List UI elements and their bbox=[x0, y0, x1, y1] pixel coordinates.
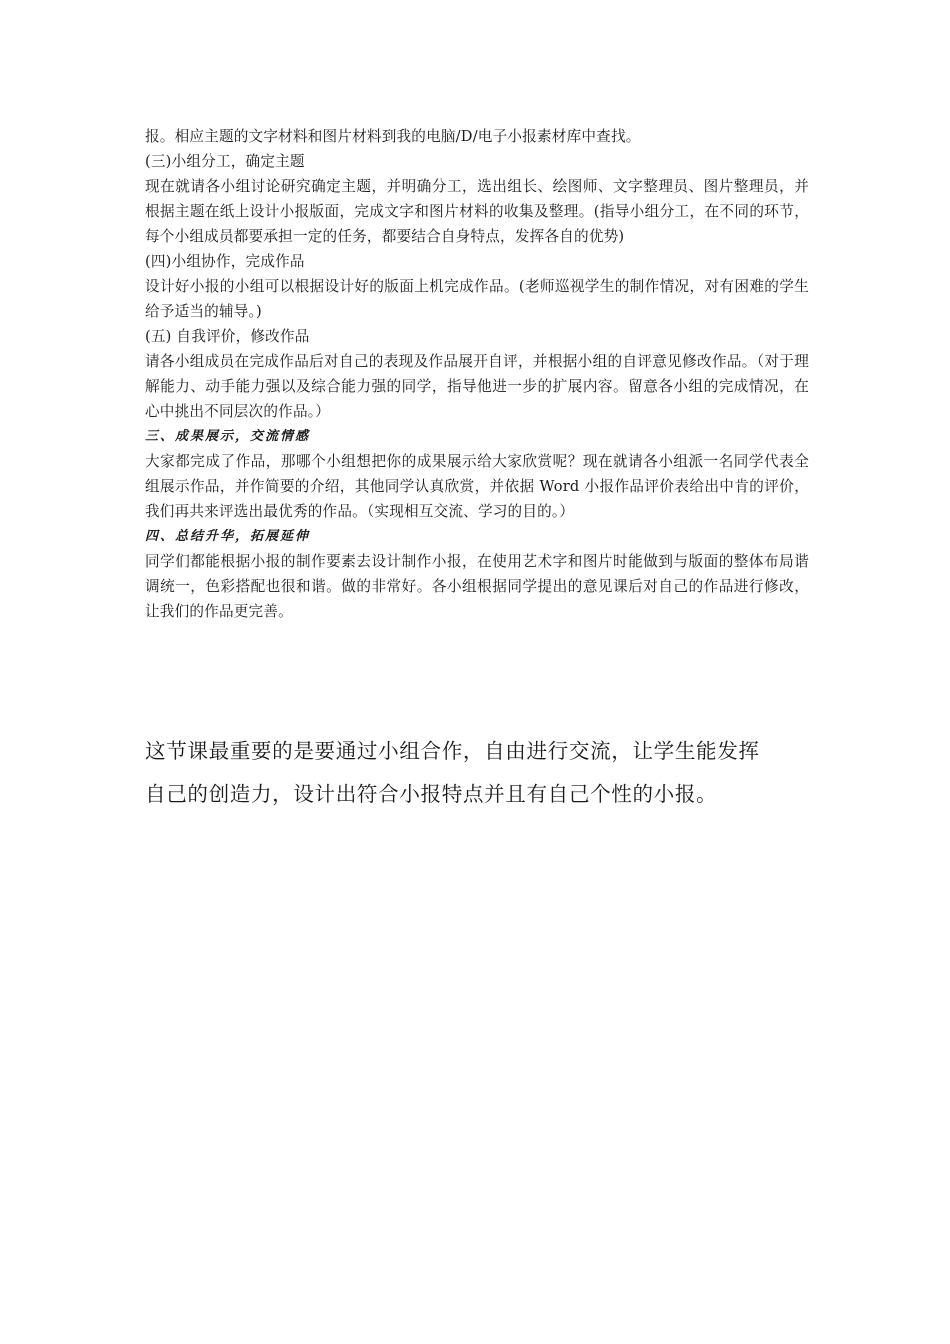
heading-step-3: (三)小组分工，确定主题 bbox=[145, 153, 305, 170]
section-heading-3: 三、成果展示，交流情感 bbox=[145, 429, 311, 444]
heading-step-5: (五) 自我评价，修改作品 bbox=[145, 328, 310, 345]
summary-line-2: 自己的创造力，设计出符合小报特点并且有自己个性的小报。 bbox=[145, 782, 718, 806]
section-heading-4: 四、总结升华，拓展延伸 bbox=[145, 529, 311, 544]
paragraph-summary-feedback: 同学们都能根据小报的制作要素去设计制作小报，在使用艺术字和图片时能做到与版面的整体布局谐调统一，色彩搭配也很和谐。做的非常好。各小组根据同学提出的意见课后对自己的作品进行修改，让我们的作品更完善。 bbox=[145, 553, 809, 620]
paragraph-showcase: 大家都完成了作品，那哪个小组想把你的成果展示给大家欣赏呢？现在就请各小组派一名同学代表全组展示作品，并作简要的介绍，其他同学认真欣赏，并依据 Word 小报作品评价表给出中肯的评价，我们再共来评选出最优秀的作品。（实现相互交流、学习的目的。） bbox=[145, 453, 809, 520]
paragraph-group-division: 现在就请各小组讨论研究确定主题，并明确分工，选出组长、绘图师、文字整理员、图片整理员，并根据主题在纸上设计小报版面，完成文字和图片材料的收集及整理。(指导小组分工，在不同的环节，每个小组成员都要承担一定的任务，都要结合自身特点，发挥各自的优势) bbox=[145, 178, 809, 245]
lesson-summary bbox=[145, 730, 809, 816]
paragraph-group-collaboration: 设计好小报的小组可以根据设计好的版面上机完成作品。(老师巡视学生的制作情况，对有困难的学生给予适当的辅导。) bbox=[145, 278, 809, 320]
summary-line-1: 这节课最重要的是要通过小组合作，自由进行交流，让学生能发挥 bbox=[145, 739, 760, 763]
heading-step-4: (四)小组协作，完成作品 bbox=[145, 253, 305, 270]
paragraph-materials: 报。相应主题的文字材料和图片材料到我的电脑/D/电子小报素材库中查找。 bbox=[145, 128, 641, 145]
paragraph-self-evaluation: 请各小组成员在完成作品后对自己的表现及作品展开自评，并根据小组的自评意见修改作品。（对于理解能力、动手能力强以及综合能力强的同学，指导他进一步的扩展内容。留意各小组的完成情况，在心中挑出不同层次的作品。） bbox=[145, 353, 809, 420]
document-body bbox=[145, 124, 809, 624]
